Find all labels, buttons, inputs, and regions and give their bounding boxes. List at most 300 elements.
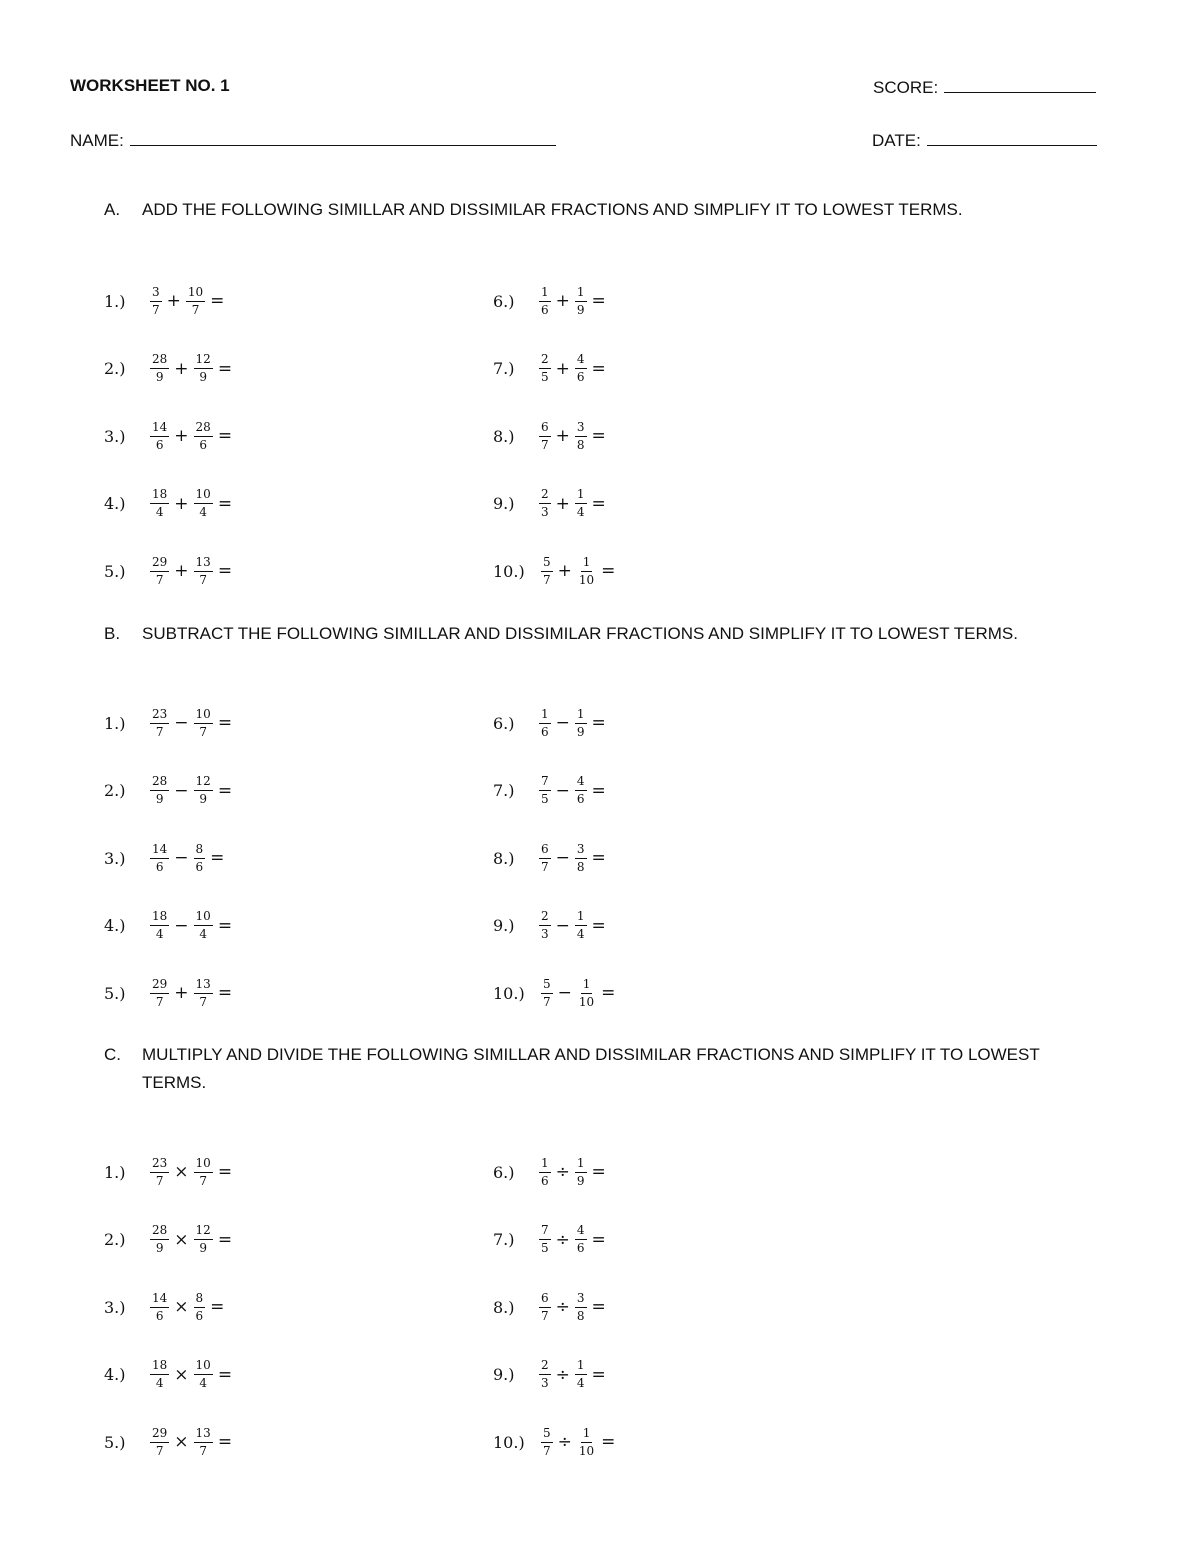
numerator: 1 xyxy=(539,286,551,302)
problem-c-6 xyxy=(493,1152,606,1192)
fraction-first xyxy=(539,775,551,806)
denominator: 7 xyxy=(155,1173,164,1188)
problem-number: 1.) xyxy=(104,1162,126,1182)
numerator: 7 xyxy=(539,775,551,791)
times-operator: × xyxy=(174,1432,189,1452)
denominator: 9 xyxy=(155,370,164,384)
equals-sign: = xyxy=(591,493,606,514)
fraction-second xyxy=(194,1359,213,1390)
equals-sign: = xyxy=(601,1432,616,1452)
numerator: 1 xyxy=(575,1157,587,1173)
equals-sign: = xyxy=(591,291,606,311)
denominator: 7 xyxy=(199,572,207,587)
numerator: 18 xyxy=(150,910,169,926)
fraction-first xyxy=(539,353,551,384)
numerator: 10 xyxy=(186,286,205,302)
minus-operator: − xyxy=(555,780,570,801)
fraction-second xyxy=(194,1427,213,1458)
fraction-second xyxy=(575,1359,587,1390)
section-c-letter: C. xyxy=(104,1045,121,1064)
equals-sign: = xyxy=(601,983,616,1003)
numerator: 2 xyxy=(539,488,551,504)
fraction-first xyxy=(541,556,553,587)
numerator: 12 xyxy=(194,353,213,369)
fraction-first xyxy=(150,1157,169,1188)
plus-operator: + xyxy=(557,561,572,581)
denominator: 4 xyxy=(199,927,207,941)
fraction-first xyxy=(150,1427,169,1458)
numerator: 12 xyxy=(194,775,213,791)
numerator: 10 xyxy=(194,910,213,926)
equals-sign: = xyxy=(217,915,233,936)
plus-operator: + xyxy=(555,493,570,514)
problem-a-3 xyxy=(104,416,232,456)
numerator: 2 xyxy=(539,1359,551,1375)
equals-sign: = xyxy=(591,1297,606,1317)
fraction-first xyxy=(150,910,169,941)
denominator: 7 xyxy=(191,302,200,317)
plus-operator: + xyxy=(555,291,570,311)
plus-operator: + xyxy=(174,561,189,581)
denominator: 6 xyxy=(576,1241,585,1255)
fraction-second xyxy=(194,421,213,452)
numerator: 6 xyxy=(539,421,551,437)
problem-number: 1.) xyxy=(104,291,126,311)
times-operator: × xyxy=(174,1297,189,1317)
fraction-first xyxy=(150,488,169,519)
denominator: 3 xyxy=(541,1376,549,1390)
fraction-second xyxy=(194,843,206,874)
denominator: 6 xyxy=(155,859,164,874)
equals-sign: = xyxy=(591,780,606,801)
equals-sign: = xyxy=(591,848,606,868)
numerator: 10 xyxy=(194,1157,213,1173)
divide-operator: ÷ xyxy=(557,1432,572,1452)
minus-operator: − xyxy=(555,848,570,868)
denominator: 7 xyxy=(155,572,164,587)
problem-c-3 xyxy=(104,1287,224,1327)
problem-a-8 xyxy=(493,416,606,456)
numerator: 1 xyxy=(539,708,551,724)
fraction-first xyxy=(539,910,551,941)
denominator: 7 xyxy=(541,437,549,452)
divide-operator: ÷ xyxy=(555,1229,570,1250)
equals-sign: = xyxy=(210,1297,225,1317)
equals-sign: = xyxy=(217,1162,233,1182)
numerator: 2 xyxy=(539,910,551,926)
numerator: 13 xyxy=(194,1427,213,1443)
equals-sign: = xyxy=(217,426,233,446)
numerator: 13 xyxy=(194,556,213,572)
equals-sign: = xyxy=(591,426,606,446)
fraction-second xyxy=(575,421,587,452)
fraction-second xyxy=(575,286,587,317)
fraction-second xyxy=(577,556,596,587)
fraction-second xyxy=(194,353,213,384)
problem-c-4 xyxy=(104,1355,232,1395)
problem-number: 2.) xyxy=(104,781,126,800)
denominator: 4 xyxy=(155,1376,164,1390)
problem-number: 5.) xyxy=(104,561,126,581)
problem-a-4 xyxy=(104,484,232,524)
numerator: 10 xyxy=(194,708,213,724)
denominator: 6 xyxy=(155,437,164,452)
denominator: 9 xyxy=(199,1241,207,1255)
times-operator: × xyxy=(174,1364,189,1385)
denominator: 9 xyxy=(199,370,207,384)
denominator: 5 xyxy=(541,370,549,384)
divide-operator: ÷ xyxy=(555,1162,570,1182)
problem-a-7 xyxy=(493,349,606,389)
fraction-second xyxy=(575,353,587,384)
minus-operator: − xyxy=(174,780,189,801)
problem-b-6 xyxy=(493,703,606,743)
fraction-second xyxy=(577,1427,596,1458)
denominator: 6 xyxy=(155,1308,164,1323)
minus-operator: − xyxy=(174,915,189,936)
numerator: 14 xyxy=(150,421,169,437)
numerator: 6 xyxy=(539,843,551,859)
equals-sign: = xyxy=(217,561,233,581)
numerator: 3 xyxy=(575,1292,587,1308)
numerator: 1 xyxy=(581,1427,593,1443)
denominator: 6 xyxy=(195,859,204,874)
numerator: 23 xyxy=(150,708,169,724)
plus-operator: + xyxy=(174,983,189,1003)
fraction-first xyxy=(150,1359,169,1390)
denominator: 9 xyxy=(576,302,585,317)
numerator: 1 xyxy=(575,286,587,302)
denominator: 8 xyxy=(576,859,585,874)
equals-sign: = xyxy=(217,1364,233,1385)
fraction-first xyxy=(539,421,551,452)
plus-operator: + xyxy=(555,426,570,446)
fraction-second xyxy=(575,1157,587,1188)
problem-number: 4.) xyxy=(104,494,126,513)
fraction-second xyxy=(186,286,205,317)
problem-number: 6.) xyxy=(493,291,515,311)
numerator: 1 xyxy=(539,1157,551,1173)
denominator: 4 xyxy=(155,505,164,519)
section-a-letter: A. xyxy=(104,200,121,219)
denominator: 6 xyxy=(195,1308,204,1323)
fraction-first xyxy=(150,775,169,806)
problem-b-3 xyxy=(104,838,224,878)
equals-sign: = xyxy=(217,1432,233,1452)
date-label: DATE: xyxy=(872,131,921,150)
problem-number: 1.) xyxy=(104,713,126,733)
numerator: 18 xyxy=(150,1359,169,1375)
fraction-first xyxy=(539,1359,551,1390)
problem-number: 10.) xyxy=(493,983,525,1003)
fraction-second xyxy=(575,775,587,806)
fraction-second xyxy=(575,1224,587,1255)
problem-number: 5.) xyxy=(104,983,126,1003)
section-b-instruction: SUBTRACT THE FOLLOWING SIMILLAR AND DISSIMILAR FRACTIONS AND SIMPLIFY IT TO LOWEST TERMS. xyxy=(142,624,1018,643)
denominator: 9 xyxy=(155,792,164,806)
denominator: 6 xyxy=(576,370,585,384)
denominator: 7 xyxy=(199,1173,207,1188)
fraction-first xyxy=(539,488,551,519)
problem-number: 9.) xyxy=(493,1365,515,1384)
equals-sign: = xyxy=(217,780,233,801)
fraction-first xyxy=(150,843,169,874)
numerator: 29 xyxy=(150,978,169,994)
denominator: 4 xyxy=(199,1376,207,1390)
plus-operator: + xyxy=(174,358,189,379)
denominator: 8 xyxy=(576,1308,585,1323)
section-a-instruction: ADD THE FOLLOWING SIMILLAR AND DISSIMILAR FRACTIONS AND SIMPLIFY IT TO LOWEST TERMS. xyxy=(142,200,963,219)
problem-number: 2.) xyxy=(104,359,126,378)
fraction-second xyxy=(194,1157,213,1188)
numerator: 3 xyxy=(575,421,587,437)
numerator: 29 xyxy=(150,1427,169,1443)
fraction-first xyxy=(539,1157,551,1188)
fraction-first xyxy=(150,1224,169,1255)
section-c-instruction: MULTIPLY AND DIVIDE THE FOLLOWING SIMILLAR AND DISSIMILAR FRACTIONS AND SIMPLIFY IT TO LOWEST TERMS. xyxy=(142,1045,1040,1092)
name-label: NAME: xyxy=(70,131,124,150)
numerator: 4 xyxy=(575,1224,587,1240)
denominator: 9 xyxy=(199,792,207,806)
date-field xyxy=(872,129,1097,151)
denominator: 7 xyxy=(199,994,207,1009)
problem-number: 8.) xyxy=(493,426,515,446)
problem-number: 6.) xyxy=(493,713,515,733)
fraction-second xyxy=(575,910,587,941)
denominator: 10 xyxy=(578,994,595,1009)
numerator: 14 xyxy=(150,1292,169,1308)
numerator: 5 xyxy=(541,556,553,572)
fraction-second xyxy=(575,488,587,519)
problem-c-9 xyxy=(493,1355,606,1395)
numerator: 28 xyxy=(150,775,169,791)
problem-a-2 xyxy=(104,349,232,389)
denominator: 4 xyxy=(576,505,585,519)
problem-number: 5.) xyxy=(104,1432,126,1452)
problem-a-9 xyxy=(493,484,606,524)
problem-c-10 xyxy=(493,1422,615,1462)
problem-b-4 xyxy=(104,906,232,946)
problem-b-2 xyxy=(104,771,232,811)
fraction-first xyxy=(539,1224,551,1255)
problem-number: 6.) xyxy=(493,1162,515,1182)
denominator: 7 xyxy=(199,724,207,739)
problem-number: 7.) xyxy=(493,1230,515,1249)
fraction-first xyxy=(541,978,553,1009)
numerator: 8 xyxy=(194,843,206,859)
minus-operator: − xyxy=(557,983,572,1003)
denominator: 8 xyxy=(576,437,585,452)
numerator: 6 xyxy=(539,1292,551,1308)
equals-sign: = xyxy=(591,713,606,733)
score-field xyxy=(873,76,1096,98)
equals-sign: = xyxy=(217,1229,233,1250)
numerator: 28 xyxy=(150,1224,169,1240)
worksheet-title: WORKSHEET NO. 1 xyxy=(70,76,230,95)
problem-number: 8.) xyxy=(493,848,515,868)
denominator: 7 xyxy=(541,1308,549,1323)
score-label: SCORE: xyxy=(873,78,939,97)
times-operator: × xyxy=(174,1162,189,1182)
denominator: 7 xyxy=(199,1443,207,1458)
plus-operator: + xyxy=(555,358,570,379)
numerator: 1 xyxy=(575,1359,587,1375)
denominator: 6 xyxy=(541,724,549,739)
problem-number: 2.) xyxy=(104,1230,126,1249)
numerator: 4 xyxy=(575,353,587,369)
numerator: 23 xyxy=(150,1157,169,1173)
problem-b-5 xyxy=(104,973,232,1013)
problem-b-10 xyxy=(493,973,615,1013)
problem-b-8 xyxy=(493,838,606,878)
numerator: 8 xyxy=(194,1292,206,1308)
score-blank[interactable] xyxy=(944,76,1096,93)
minus-operator: − xyxy=(555,713,570,733)
denominator: 4 xyxy=(155,927,164,941)
fraction-second xyxy=(194,910,213,941)
numerator: 12 xyxy=(194,1224,213,1240)
numerator: 28 xyxy=(194,421,213,437)
equals-sign: = xyxy=(217,713,233,733)
problem-b-9 xyxy=(493,906,606,946)
denominator: 5 xyxy=(541,792,549,806)
fraction-second xyxy=(575,1292,587,1323)
denominator: 7 xyxy=(541,859,549,874)
problem-number: 3.) xyxy=(104,426,126,446)
numerator: 3 xyxy=(150,286,162,302)
fraction-second xyxy=(194,1292,206,1323)
fraction-second xyxy=(575,708,587,739)
problem-number: 9.) xyxy=(493,916,515,935)
denominator: 4 xyxy=(576,927,585,941)
fraction-second xyxy=(575,843,587,874)
denominator: 9 xyxy=(576,1173,585,1188)
denominator: 7 xyxy=(155,724,164,739)
equals-sign: = xyxy=(591,1364,606,1385)
denominator: 7 xyxy=(543,1443,551,1458)
denominator: 6 xyxy=(541,302,549,317)
fraction-first xyxy=(150,708,169,739)
problem-number: 7.) xyxy=(493,359,515,378)
equals-sign: = xyxy=(591,915,606,936)
problem-number: 3.) xyxy=(104,1297,126,1317)
problem-c-5 xyxy=(104,1422,232,1462)
problem-c-7 xyxy=(493,1220,606,1260)
name-blank[interactable] xyxy=(130,129,556,146)
plus-operator: + xyxy=(174,493,189,514)
problem-b-7 xyxy=(493,771,606,811)
fraction-first xyxy=(150,556,169,587)
fraction-second xyxy=(194,978,213,1009)
problem-number: 7.) xyxy=(493,781,515,800)
denominator: 4 xyxy=(199,505,207,519)
denominator: 7 xyxy=(152,302,160,317)
denominator: 3 xyxy=(541,927,549,941)
problem-b-1 xyxy=(104,703,232,743)
denominator: 6 xyxy=(576,792,585,806)
plus-operator: + xyxy=(174,426,189,446)
numerator: 2 xyxy=(539,353,551,369)
equals-sign: = xyxy=(210,848,225,868)
fraction-first xyxy=(539,286,551,317)
problem-c-2 xyxy=(104,1220,232,1260)
equals-sign: = xyxy=(217,983,233,1003)
denominator: 10 xyxy=(578,1443,595,1458)
problem-number: 10.) xyxy=(493,561,525,581)
denominator: 7 xyxy=(543,572,551,587)
equals-sign: = xyxy=(217,493,233,514)
numerator: 1 xyxy=(581,556,593,572)
numerator: 10 xyxy=(194,488,213,504)
date-blank[interactable] xyxy=(927,129,1097,146)
name-field xyxy=(70,129,556,151)
problem-c-1 xyxy=(104,1152,232,1192)
problem-a-10 xyxy=(493,551,615,591)
numerator: 7 xyxy=(539,1224,551,1240)
numerator: 1 xyxy=(575,488,587,504)
minus-operator: − xyxy=(174,848,189,868)
problem-c-8 xyxy=(493,1287,606,1327)
problem-number: 3.) xyxy=(104,848,126,868)
problem-number: 8.) xyxy=(493,1297,515,1317)
denominator: 3 xyxy=(541,505,549,519)
fraction-first xyxy=(150,353,169,384)
fraction-first xyxy=(150,978,169,1009)
equals-sign: = xyxy=(591,358,606,379)
numerator: 10 xyxy=(194,1359,213,1375)
equals-sign: = xyxy=(217,358,233,379)
equals-sign: = xyxy=(601,561,616,581)
numerator: 14 xyxy=(150,843,169,859)
equals-sign: = xyxy=(210,291,225,311)
fraction-second xyxy=(194,556,213,587)
fraction-first xyxy=(150,286,162,317)
times-operator: × xyxy=(174,1229,189,1250)
problem-number: 4.) xyxy=(104,916,126,935)
problem-a-1 xyxy=(104,281,224,321)
denominator: 7 xyxy=(155,994,164,1009)
divide-operator: ÷ xyxy=(555,1297,570,1317)
numerator: 28 xyxy=(150,353,169,369)
fraction-first xyxy=(541,1427,553,1458)
problem-number: 10.) xyxy=(493,1432,525,1452)
numerator: 1 xyxy=(575,910,587,926)
denominator: 9 xyxy=(155,1241,164,1255)
numerator: 5 xyxy=(541,1427,553,1443)
fraction-second xyxy=(194,708,213,739)
numerator: 3 xyxy=(575,843,587,859)
problem-a-6 xyxy=(493,281,606,321)
numerator: 4 xyxy=(575,775,587,791)
numerator: 29 xyxy=(150,556,169,572)
equals-sign: = xyxy=(591,1162,606,1182)
plus-operator: + xyxy=(166,291,181,311)
fraction-first xyxy=(539,1292,551,1323)
fraction-second xyxy=(194,775,213,806)
numerator: 1 xyxy=(575,708,587,724)
numerator: 5 xyxy=(541,978,553,994)
fraction-second xyxy=(194,488,213,519)
fraction-second xyxy=(194,1224,213,1255)
problem-number: 9.) xyxy=(493,494,515,513)
denominator: 6 xyxy=(541,1173,549,1188)
fraction-first xyxy=(539,843,551,874)
fraction-first xyxy=(150,1292,169,1323)
denominator: 9 xyxy=(576,724,585,739)
minus-operator: − xyxy=(555,915,570,936)
denominator: 5 xyxy=(541,1241,549,1255)
denominator: 7 xyxy=(155,1443,164,1458)
